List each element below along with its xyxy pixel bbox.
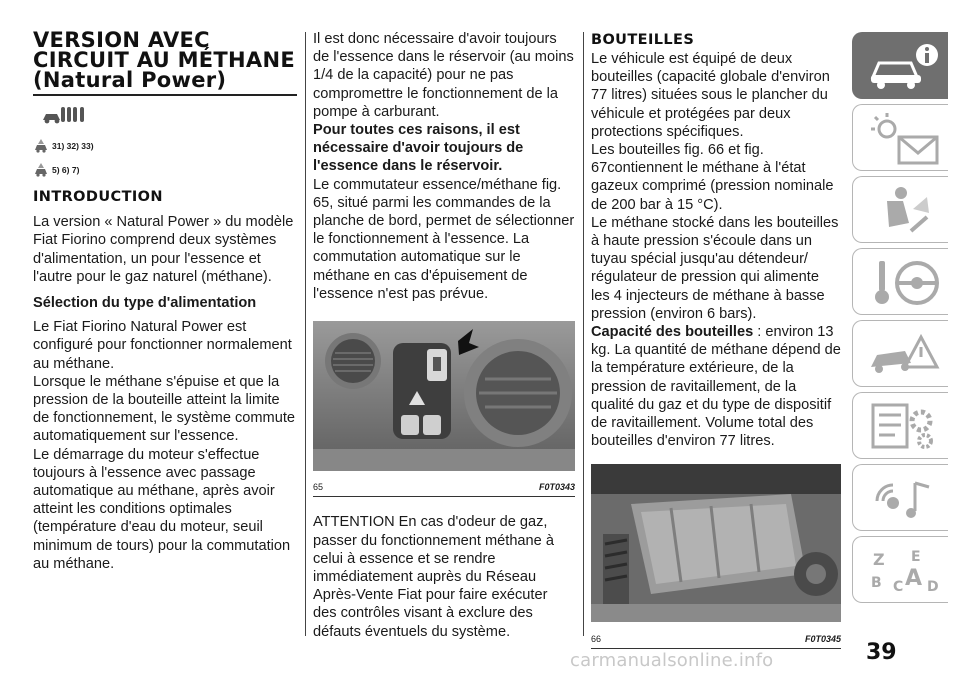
selection-text-3: Le démarrage du moteur s'effectue toujours à l'essence avec passage automatique au méthane, après avoir atteint les conditions optimales (température d'eau du moteur, seuil minimum de tours) pour la commutation au méthane.	[33, 446, 291, 572]
warning-reference-1	[33, 137, 297, 155]
selection-text-1: Le Fiat Fiorino Natural Power est configuré pour fonctionner normalement au méthane.	[33, 319, 292, 372]
column-3	[591, 30, 841, 649]
figure-caption	[313, 476, 575, 496]
capacity-value: : environ 13 kg. La quantité de méthane dépend de la température extérieure, de la pression de ravitaillement, de la qualité du gaz et du type de dispositif de ravitaillement. Volume total des bouteilles d'environ 77 litres.	[591, 324, 841, 450]
watermark: carmanualsonline.info	[570, 650, 774, 671]
caution-car-icon	[33, 139, 49, 153]
reservoir-bold-text: Pour toutes ces raisons, il est nécessaire d'avoir toujours de l'essence dans le réservoir.	[313, 122, 524, 175]
bottles-text-3: Le méthane stocké dans les bouteilles à haute pression s'écoule dans un tuyau spécial jusqu'au détendeur/ régulateur de pression qui alimente les 4 injecteurs de méthane à basse pression (environ 6 bars).	[591, 214, 839, 322]
svg-text:B: B	[871, 575, 882, 591]
warning-refs-text: 5) 6) 7)	[52, 165, 80, 176]
figure-number: 66	[591, 633, 602, 644]
car-info-icon	[865, 39, 945, 95]
tab-emergency[interactable]	[852, 320, 948, 387]
selection-text-2: Lorsque le méthane s'épuise et que la pression de la bouteille atteint la limite de fonctionnement, le système commute automatiquement sur l'essence.	[33, 373, 296, 445]
column-2	[313, 30, 575, 641]
figure-code: F0T0343	[538, 482, 575, 493]
caution-car-icon	[33, 163, 49, 177]
bottles-text-2: Les bouteilles fig. 66 et fig. 67contiennent le méthane à l'état gazeux comprimé (pression nominale de 200 bar à 15 °C).	[591, 142, 834, 213]
signal-music-icon	[865, 471, 945, 527]
svg-text:C: C	[893, 579, 904, 595]
svg-text:D: D	[927, 579, 939, 595]
underbody-bottles-image	[591, 464, 841, 622]
title-rule	[33, 94, 297, 96]
svg-text:E: E	[911, 549, 921, 565]
svg-text:A: A	[905, 566, 923, 591]
key-steering-wheel-icon	[865, 255, 945, 311]
crash-warning-icon	[865, 327, 945, 383]
tab-multimedia[interactable]	[852, 464, 948, 531]
capacity-text	[591, 323, 841, 450]
svg-text:Z: Z	[873, 550, 885, 569]
introduction-heading: INTRODUCTION	[33, 189, 163, 206]
page-number: 39	[866, 640, 897, 665]
tab-knowing-vehicle[interactable]	[852, 32, 948, 99]
introduction-text: La version « Natural Power » du modèle Fiat Fiorino comprend deux systèmes d'alimentation, un pour l'essence et l'autre pour le gaz naturel (méthane).	[33, 214, 294, 285]
attention-text: ATTENTION En cas d'odeur de gaz, passer du fonctionnement méthane à celui à essence et se rendre immédiatement auprès du Réseau Après-Vente Fiat pour faire exécuter des contrôles visant à exclure des défauts éventuels du système.	[313, 514, 554, 640]
chapter-tabs	[852, 32, 960, 608]
figure-number: 65	[313, 482, 324, 493]
switch-text: Le commutateur essence/méthane fig. 65, situé parmi les commandes de la planche de bord, permet de sélectionner le fonctionnement à l'essence. La commutation automatique sur le méthane en cas d'épuisement de l'essence n'est pas prévue.	[313, 176, 575, 302]
reservoir-text: Il est donc nécessaire d'avoir toujours de l'essence dans le réservoir (au moins 1/4 de la capacité) pour ne pas compromettre le fonctionnement de la pompe à carburant.	[313, 31, 574, 120]
capacity-label: Capacité des bouteilles	[591, 324, 754, 341]
figure-66	[591, 464, 841, 648]
column-1	[33, 30, 297, 573]
methane-car-icon	[33, 104, 91, 128]
column-divider	[583, 32, 584, 636]
tab-warning-lights[interactable]	[852, 104, 948, 171]
warning-refs-text: 31) 32) 33)	[52, 141, 94, 152]
figure-code: F0T0345	[804, 633, 841, 644]
bottles-text-1: Le véhicule est équipé de deux bouteilles (capacité globale d'environ 77 litres) situées sous le plancher du véhicule et protégées par deux protections spécifiques.	[591, 51, 830, 140]
alphabet-index-icon	[865, 543, 945, 599]
figure-65	[313, 321, 575, 497]
checklist-gear-icon	[865, 399, 945, 455]
warning-light-envelope-icon	[865, 111, 945, 167]
tab-safety[interactable]	[852, 176, 948, 243]
column-divider	[305, 32, 306, 636]
tab-starting-driving[interactable]	[852, 248, 948, 315]
figure-caption	[591, 628, 841, 648]
dashboard-switch-image	[313, 321, 575, 471]
airbag-seat-icon	[865, 183, 945, 239]
selection-heading: Sélection du type d'alimentation	[33, 295, 257, 312]
tab-index[interactable]	[852, 536, 948, 603]
section-title: VERSION AVEC CIRCUIT AU MÉTHANE (Natural Power)	[33, 28, 295, 92]
warning-reference-2	[33, 161, 297, 179]
bottles-heading: BOUTEILLES	[591, 32, 695, 48]
tab-maintenance[interactable]	[852, 392, 948, 459]
